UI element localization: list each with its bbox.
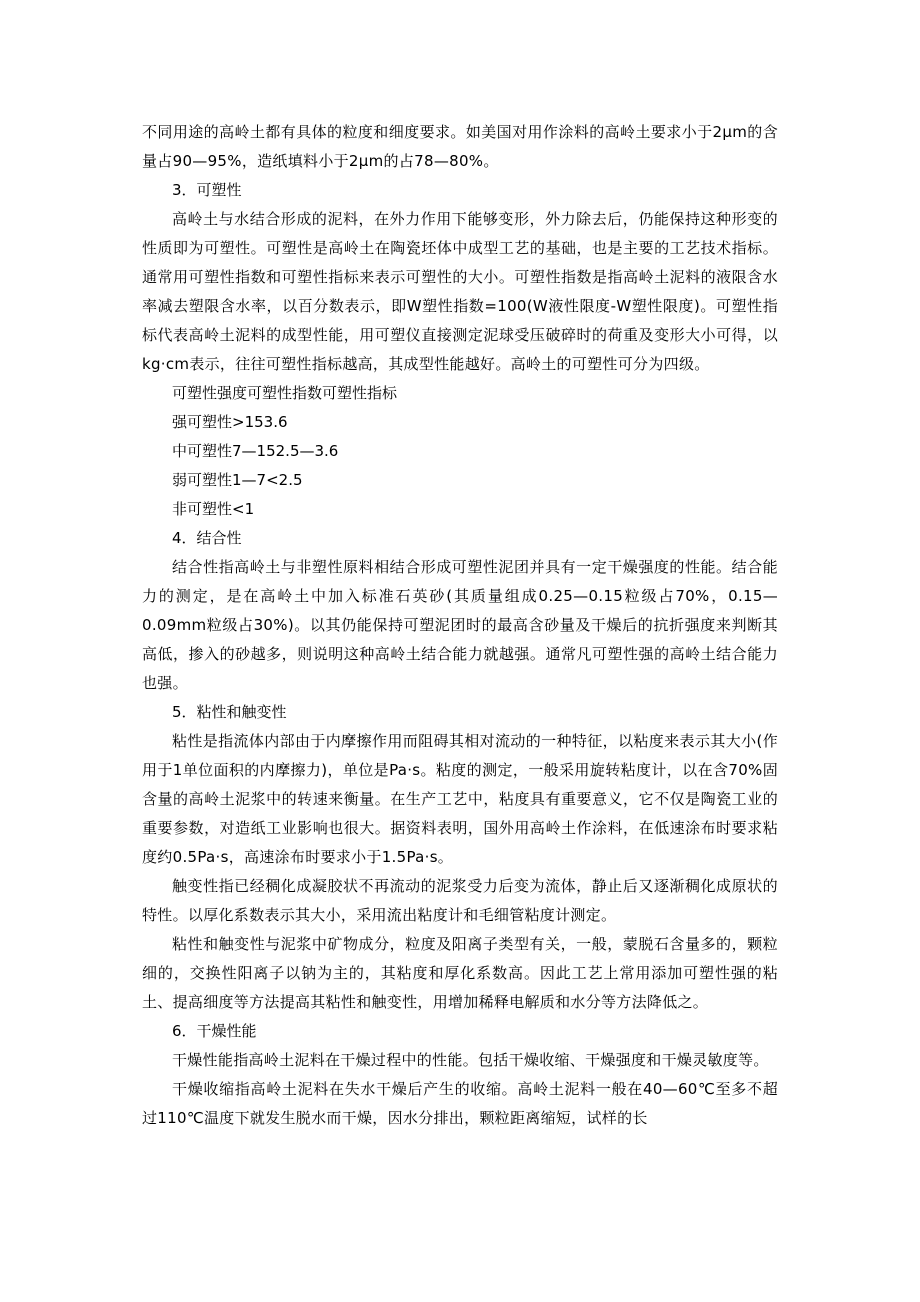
heading-drying: 6．干燥性能 — [172, 1022, 257, 1040]
plasticity-table-header: 可塑性强度可塑性指数可塑性指标 — [172, 384, 398, 402]
heading-plasticity: 3．可塑性 — [172, 181, 242, 199]
document-page — [142, 118, 778, 1133]
plasticity-row-medium: 中可塑性7—152.5—3.6 — [172, 442, 339, 460]
heading-viscosity: 5．粘性和触变性 — [172, 703, 287, 721]
plasticity-row-weak: 弱可塑性1—7<2.5 — [172, 471, 303, 489]
paragraph-thixotropy: 触变性指已经稠化成凝胶状不再流动的泥浆受力后变为流体，静止后又逐渐稠化成原状的特性。以厚化系数表示其大小，采用流出粘度计和毛细管粘度计测定。 — [142, 877, 778, 924]
paragraph-plasticity: 高岭土与水结合形成的泥料，在外力作用下能够变形，外力除去后，仍能保持这种形变的性质即为可塑性。可塑性是高岭土在陶瓷坯体中成型工艺的基础，也是主要的工艺技术指标。通常用可塑性指数和可塑性指标来表示可塑性的大小。可塑性指数是指高岭土泥料的液限含水率减去塑限含水率，以百分数表示，即W塑性指数=100(W液性限度-W塑性限度)。可塑性指标代表高岭土泥料的成型性能，用可塑仪直接测定泥球受压破碎时的荷重及变形大小可得，以kg·cm表示，往往可塑性指标越高，其成型性能越好。高岭土的可塑性可分为四级。 — [142, 210, 778, 373]
plasticity-row-strong: 强可塑性>153.6 — [172, 413, 288, 431]
heading-binding: 4．结合性 — [172, 529, 242, 547]
paragraph-intro: 不同用途的高岭土都有具体的粒度和细度要求。如美国对用作涂料的高岭土要求小于2μm的含量占90—95%，造纸填料小于2μm的占78—80%。 — [142, 123, 778, 170]
paragraph-viscosity: 粘性是指流体内部由于内摩擦作用而阻碍其相对流动的一种特征，以粘度来表示其大小(作用于1单位面积的内摩擦力)，单位是Pa·s。粘度的测定，一般采用旋转粘度计，以在含70%固含量的高岭土泥浆中的转速来衡量。在生产工艺中，粘度具有重要意义，它不仅是陶瓷工业的重要参数，对造纸工业影响也很大。据资料表明，国外用高岭土作涂料，在低速涂布时要求粘度约0.5Pa·s，高速涂布时要求小于1.5Pa·s。 — [142, 732, 778, 866]
paragraph-drying: 干燥性能指高岭土泥料在干燥过程中的性能。包括干燥收缩、干燥强度和干燥灵敏度等。 — [172, 1051, 769, 1069]
plasticity-row-none: 非可塑性<1 — [172, 500, 255, 518]
paragraph-binding: 结合性指高岭土与非塑性原料相结合形成可塑性泥团并具有一定干燥强度的性能。结合能力的测定，是在高岭土中加入标准石英砂(其质量组成0.25—0.15粒级占70%，0.15—0.09mm粒级占30%)。以其仍能保持可塑泥团时的最高含砂量及干燥后的抗折强度来判断其高低，掺入的砂越多，则说明这种高岭土结合能力就越强。通常凡可塑性强的高岭土结合能力也强。 — [142, 558, 778, 692]
paragraph-viscosity-factors: 粘性和触变性与泥浆中矿物成分，粒度及阳离子类型有关，一般，蒙脱石含量多的，颗粒细的，交换性阳离子以钠为主的，其粘度和厚化系数高。因此工艺上常用添加可塑性强的粘土、提高细度等方法提高其粘性和触变性，用增加稀释电解质和水分等方法降低之。 — [142, 935, 778, 1011]
paragraph-drying-shrinkage: 干燥收缩指高岭土泥料在失水干燥后产生的收缩。高岭土泥料一般在40—60℃至多不超过110℃温度下就发生脱水而干燥，因水分排出，颗粒距离缩短，试样的长 — [142, 1080, 778, 1127]
